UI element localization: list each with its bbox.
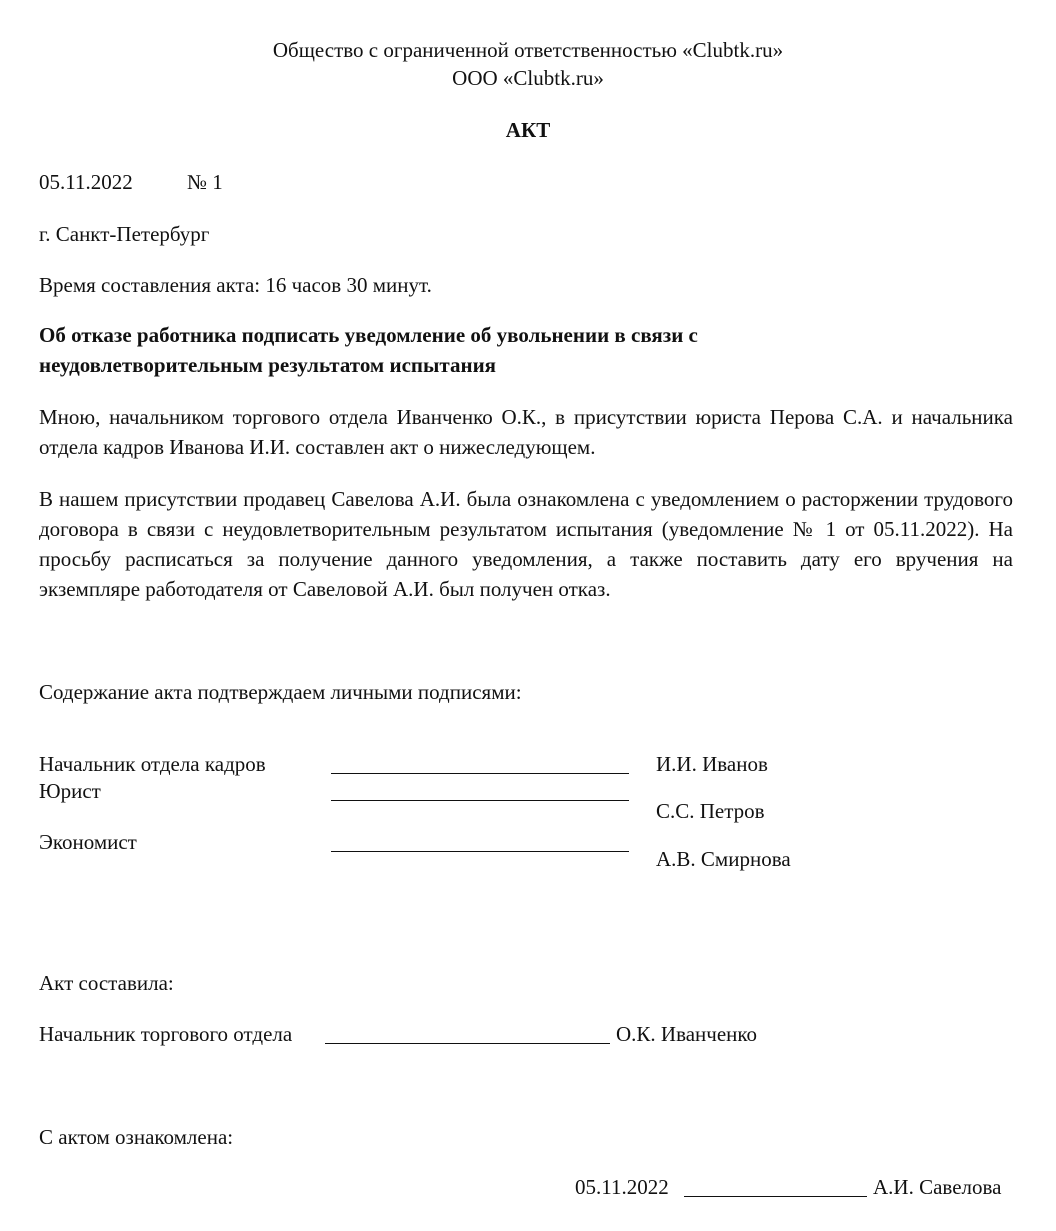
- act-date: 05.11.2022: [39, 170, 133, 194]
- signature-line: [325, 1043, 610, 1044]
- composer-name: О.К. Иванченко: [616, 1022, 758, 1046]
- signer-name: С.С. Петров: [656, 799, 765, 823]
- signer-position: Юрист: [39, 779, 101, 803]
- compose-time: Время составления акта: 16 часов 30 минут.: [39, 273, 432, 297]
- signature-line: [331, 800, 629, 801]
- org-full-name: Общество с ограниченной ответственностью «Clubtk.ru»: [272, 38, 784, 62]
- signature-line: [684, 1196, 867, 1197]
- signer-name: А.В. Смирнова: [656, 847, 791, 871]
- composer-position: Начальник торгового отдела: [39, 1022, 293, 1046]
- signature-line: [331, 773, 629, 774]
- org-short-name: ООО «Clubtk.ru»: [452, 66, 604, 90]
- act-number: № 1: [187, 170, 223, 194]
- subject-line-2: неудовлетворительным результатом испытания: [39, 353, 497, 377]
- composed-label: Акт составила:: [39, 971, 174, 995]
- document-title: АКТ: [505, 118, 551, 142]
- city: г. Санкт-Петербург: [39, 222, 210, 246]
- confirm-text: Содержание акта подтверждаем личными подписями:: [39, 680, 522, 704]
- acquainted-label: С актом ознакомлена:: [39, 1125, 234, 1149]
- signature-line: [331, 851, 629, 852]
- subject-line-1: Об отказе работника подписать уведомление об увольнении в связи с: [39, 323, 698, 347]
- signer-position: Экономист: [39, 830, 137, 854]
- acquainted-date: 05.11.2022: [575, 1175, 669, 1199]
- body-paragraph-2: В нашем присутствии продавец Савелова А.И. была ознакомлена с уведомлением о расторжении трудового договора в связи с неудовлетворительным результатом испытания (уведомление № 1 от 05.11.2022). На просьбу расписаться за получение данного уведомления, а также поставить дату его вручения на экземпляре работодателя от Савеловой А.И. был получен отказ.: [39, 487, 1013, 601]
- signer-name: И.И. Иванов: [656, 752, 768, 776]
- signer-position: Начальник отдела кадров: [39, 752, 266, 776]
- acquainted-name: А.И. Савелова: [873, 1175, 1002, 1199]
- body-paragraph-1: Мною, начальником торгового отдела Иванченко О.К., в присутствии юриста Перова С.А. и начальника отдела кадров Иванова И.И. составлен акт о нижеследующем.: [39, 405, 1013, 459]
